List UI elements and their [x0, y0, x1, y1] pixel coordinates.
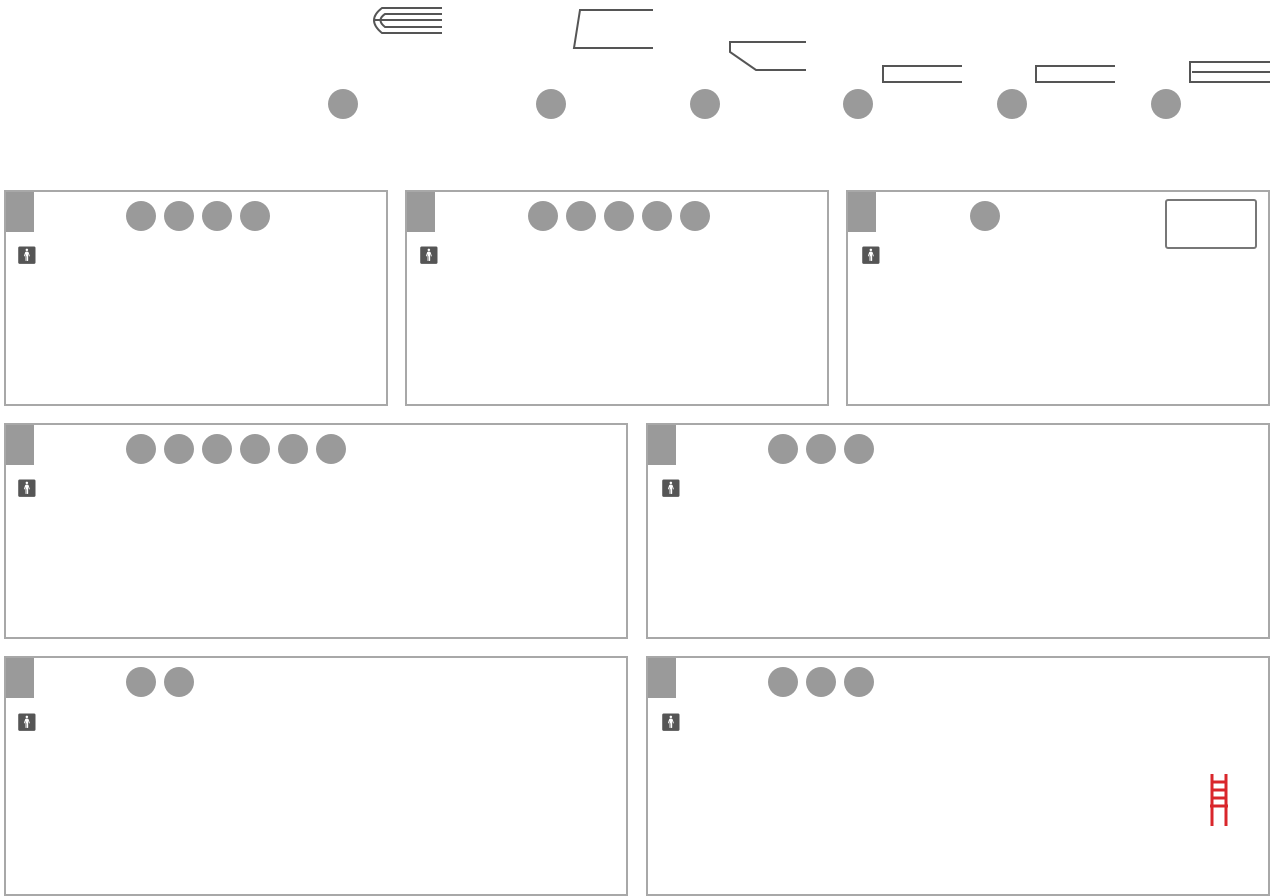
edge-code-badge — [566, 201, 596, 231]
edge-code-badge — [278, 434, 308, 464]
edge-profile-gs — [883, 66, 962, 82]
panel-title — [6, 658, 34, 698]
panel-40x94 — [646, 423, 1270, 639]
person-icon: 🚹︎ — [16, 479, 38, 499]
edge-profile-o — [730, 42, 806, 70]
edge-code-badge — [806, 667, 836, 697]
seat-count — [660, 479, 685, 499]
edge-code-badge — [844, 434, 874, 464]
seat-count — [16, 713, 41, 733]
edge-profile-br — [374, 8, 442, 33]
seat-count — [860, 246, 885, 266]
edge-badge-o — [690, 89, 720, 119]
edge-code-badge — [970, 201, 1000, 231]
edge-code-badge — [768, 434, 798, 464]
edge-badge-p — [1151, 89, 1181, 119]
person-icon: 🚹︎ — [660, 713, 682, 733]
tabletop-preview — [1165, 199, 1257, 249]
edge-code-badge — [642, 201, 672, 231]
edge-code-badge — [202, 201, 232, 231]
person-icon: 🚹︎ — [418, 246, 440, 266]
edge-code-badge — [164, 201, 194, 231]
edge-badge-br — [328, 89, 358, 119]
panel-badges — [126, 434, 354, 468]
edge-badge-gs — [843, 89, 873, 119]
edge-code-badge — [528, 201, 558, 231]
seat-count — [660, 713, 685, 733]
person-icon: 🚹︎ — [16, 713, 38, 733]
seat-count — [16, 479, 41, 499]
edge-badge-bs — [536, 89, 566, 119]
edge-badge-ge — [997, 89, 1027, 119]
panel-badges — [768, 434, 882, 468]
panel-54x54 — [4, 656, 628, 896]
panel-badges — [528, 201, 718, 235]
panel-badges — [126, 667, 202, 701]
edge-profile-ge — [1036, 66, 1115, 82]
panel-title — [6, 192, 34, 232]
edge-code-badge — [126, 201, 156, 231]
seat-count — [418, 246, 443, 266]
edge-code-badge — [240, 201, 270, 231]
edge-code-badge — [604, 201, 634, 231]
panel-title — [6, 425, 34, 465]
edge-code-badge — [202, 434, 232, 464]
panel-badges — [768, 667, 882, 701]
edge-code-badge — [240, 434, 270, 464]
edge-code-badge — [126, 434, 156, 464]
panel-title — [407, 192, 435, 232]
person-icon: 🚹︎ — [860, 246, 882, 266]
panel-title — [848, 192, 876, 232]
edge-code-badge — [680, 201, 710, 231]
edge-profile-bs — [574, 10, 653, 48]
edge-code-badge — [768, 667, 798, 697]
chair-icon — [1208, 772, 1230, 828]
edge-code-badge — [164, 667, 194, 697]
edge-code-badge — [806, 434, 836, 464]
panel-round-60 — [646, 656, 1270, 896]
panel-title — [648, 658, 676, 698]
edge-code-badge — [844, 667, 874, 697]
edge-code-badge — [126, 667, 156, 697]
person-icon: 🚹︎ — [660, 479, 682, 499]
panel-badges — [970, 201, 1008, 235]
seat-count — [16, 246, 41, 266]
panel-title — [648, 425, 676, 465]
edge-profiles — [0, 0, 1270, 130]
edge-code-badge — [164, 434, 194, 464]
person-icon: 🚹︎ — [16, 246, 38, 266]
panel-badges — [126, 201, 278, 235]
edge-profile-p — [1190, 62, 1270, 82]
edge-code-badge — [316, 434, 346, 464]
